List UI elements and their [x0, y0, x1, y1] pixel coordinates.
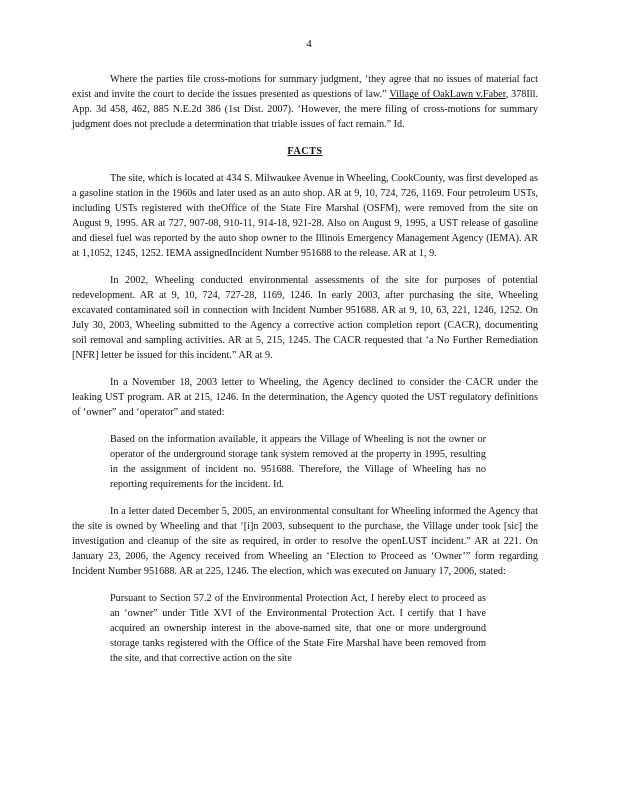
document-body	[72, 72, 538, 678]
paragraph-text: Where the parties file cross-motions for summary judgment, ‘they agree that no issues of material fact exist and invite the court to decide the issues presented as questions of law.”	[72, 74, 538, 100]
block-quote: Based on the information available, it appears the Village of Wheeling is not the owner or operator of the underground storage tank system removed at the property in 1995, resulting in the assignment of incident no. 951688. Therefore, the Village of Wheeling has no reporting requirements for the incident. Id.	[110, 434, 486, 490]
page-number: 4	[306, 38, 312, 50]
consultant-letter-paragraph: In a letter dated December 5, 2005, an environmental consultant for Wheeling informed the Agency that the site is owned by Wheeling and that ‘[i]n 2003, subsequent to the purchase, the Village under took [sic] the investigation and cleanup of the site as required, in order to resolve the openLUST incident.” AR at 221. On January 23, 2006, the Agency received from Wheeling an ‘Election to Proceed as ‘Owner’” form regarding Incident Number 951688. AR at 225, 1246. The election, which was executed on January 17, 2006, stated:	[72, 506, 538, 577]
case-citation: Village of OakLawn v.Faber	[389, 89, 506, 100]
citation-text: , 378Ill. App. 3d 458, 462, 885 N.E.2d 386 (1st Dist. 2007). ‘However, the mere filing of cross-motions for summary judgment does not preclude a determination that triable issues of fact remain.” Id.	[72, 89, 538, 130]
site-paragraph: The site, which is located at 434 S. Milwaukee Avenue in Wheeling, CookCounty, was first developed as a gasoline station in the 1960s and later used as an auto shop. AR at 9, 10, 724, 726, 1169. Four petroleum USTs, including USTs registered with theOffice of the State Fire Marshal (OSFM), were removed from the site on August 9, 1995. AR at 727, 907-08, 910-11, 914-18, 921-28. Also on August 9, 1995, a UST release of gasoline and diesel fuel was reported by the auto shop owner to the Illinois Emergency Management Agency (IEMA). AR at 1,1052, 1245, 1252. IEMA assignedIncident Number 951688 to the release. AR at 1, 9.	[72, 173, 538, 259]
summary-judgment-paragraph	[72, 72, 538, 132]
assessment-paragraph: In 2002, Wheeling conducted environmental assessments of the site for purposes of potential redevelopment. AR at 9, 10, 724, 727-28, 1169, 1246. In early 2003, after purchasing the site, Wheeling excavated contaminated soil in connection with Incident Number 951688. AR at 9, 10, 63, 221, 1246, 1252. On July 30, 2003, Wheeling submitted to the Agency a corrective action completion report (CACR), documenting soil removal and sampling activities. AR at 5, 215, 1245. The CACR requested that ‘a No Further Remediation [NFR] letter be issued for this incident.” AR at 9.	[72, 275, 538, 361]
election-block-quote: Pursuant to Section 57.2 of the Environmental Protection Act, I hereby elect to proceed as an ‘owner” under Title XVI of the Environmental Protection Act. I certify that I have acquired an ownership interest in the above-named site, that one or more underground storage tanks registered with the Office of the State Fire Marshal have been removed from the site, and that corrective action on the site	[110, 593, 486, 664]
agency-letter-paragraph: In a November 18, 2003 letter to Wheeling, the Agency declined to consider the CACR under the leaking UST program. AR at 215, 1246. In the determination, the Agency quoted the UST regulatory definitions of ‘owner” and ‘operator” and stated:	[72, 377, 538, 418]
section-heading: FACTS	[287, 146, 323, 157]
